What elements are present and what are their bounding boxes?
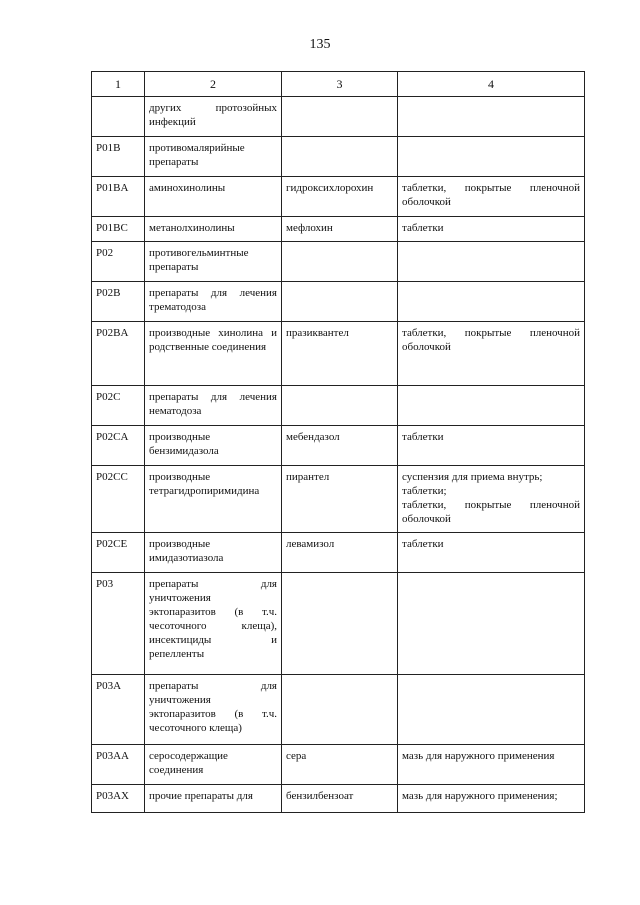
substance-name-cell: пирантел bbox=[282, 466, 398, 533]
substance-name-cell: левамизол bbox=[282, 533, 398, 573]
group-text: противогельминтные препараты bbox=[149, 247, 249, 273]
dosage-form-cell bbox=[398, 675, 585, 745]
dosage-form-cell bbox=[398, 177, 585, 217]
table-row bbox=[92, 533, 585, 573]
table-row bbox=[92, 675, 585, 745]
dosage-form-text: суспензия для приема внутрь; bbox=[402, 471, 543, 483]
substance-name-cell bbox=[282, 386, 398, 426]
atc-code-cell: P03AX bbox=[92, 785, 145, 813]
table-row bbox=[92, 466, 585, 533]
anatomical-therapeutic-group-cell bbox=[145, 745, 282, 785]
table-body bbox=[92, 97, 585, 813]
anatomical-therapeutic-group-cell bbox=[145, 322, 282, 386]
dosage-form-text: таблетки bbox=[402, 431, 444, 443]
table-header-row bbox=[92, 72, 585, 97]
table-row bbox=[92, 177, 585, 217]
substance-name-cell: бензилбензоат bbox=[282, 785, 398, 813]
dosage-form-cell bbox=[398, 745, 585, 785]
drug-table bbox=[91, 71, 585, 813]
anatomical-therapeutic-group-cell bbox=[145, 675, 282, 745]
substance-name-cell: мефлохин bbox=[282, 217, 398, 242]
dosage-form-cell bbox=[398, 466, 585, 533]
atc-code-cell: P03A bbox=[92, 675, 145, 745]
group-text: препараты для уничтожения эктопаразитов (в т.ч. чесоточного клеща), инсектициды и репелленты bbox=[149, 578, 277, 660]
atc-code-cell: P02CE bbox=[92, 533, 145, 573]
anatomical-therapeutic-group-cell bbox=[145, 282, 282, 322]
column-header: 3 bbox=[282, 72, 398, 97]
group-text: производные хинолина и родственные соединения bbox=[149, 327, 277, 353]
dosage-form-cell bbox=[398, 242, 585, 282]
atc-code-cell: P01BA bbox=[92, 177, 145, 217]
atc-code-cell: P01BC bbox=[92, 217, 145, 242]
group-text: серосодержащие соединения bbox=[149, 750, 228, 776]
group-text: противомалярийные препараты bbox=[149, 142, 245, 168]
dosage-form-cell bbox=[398, 573, 585, 675]
substance-name-cell bbox=[282, 137, 398, 177]
anatomical-therapeutic-group-cell bbox=[145, 97, 282, 137]
dosage-form-cell bbox=[398, 322, 585, 386]
atc-code-cell: P02CC bbox=[92, 466, 145, 533]
group-text: производные бензимидазола bbox=[149, 431, 219, 457]
dosage-form-text: таблетки bbox=[402, 538, 444, 550]
anatomical-therapeutic-group-cell bbox=[145, 466, 282, 533]
dosage-form-cell bbox=[398, 137, 585, 177]
substance-name-cell bbox=[282, 282, 398, 322]
dosage-form-text: таблетки bbox=[402, 222, 444, 234]
group-text: метанолхинолины bbox=[149, 222, 235, 234]
dosage-form-text: таблетки, покрытые пленочной оболочкой bbox=[402, 499, 580, 525]
anatomical-therapeutic-group-cell bbox=[145, 177, 282, 217]
anatomical-therapeutic-group-cell bbox=[145, 242, 282, 282]
substance-name-cell bbox=[282, 675, 398, 745]
atc-code-cell: P01B bbox=[92, 137, 145, 177]
group-text: производные тетрагидропиримидина bbox=[149, 471, 260, 497]
column-header: 2 bbox=[145, 72, 282, 97]
anatomical-therapeutic-group-cell bbox=[145, 426, 282, 466]
table-row bbox=[92, 217, 585, 242]
table-row bbox=[92, 137, 585, 177]
dosage-form-cell bbox=[398, 282, 585, 322]
substance-name-cell bbox=[282, 242, 398, 282]
dosage-form-cell bbox=[398, 386, 585, 426]
column-header: 4 bbox=[398, 72, 585, 97]
dosage-form-text: таблетки, покрытые пленочной оболочкой bbox=[402, 327, 580, 353]
table-row bbox=[92, 242, 585, 282]
dosage-form-text: таблетки, покрытые пленочной оболочкой bbox=[402, 182, 580, 208]
anatomical-therapeutic-group-cell bbox=[145, 573, 282, 675]
atc-code-cell: P02BA bbox=[92, 322, 145, 386]
substance-name-cell: сера bbox=[282, 745, 398, 785]
anatomical-therapeutic-group-cell bbox=[145, 785, 282, 813]
substance-name-cell: мебендазол bbox=[282, 426, 398, 466]
group-text: препараты для лечения нематодоза bbox=[149, 391, 277, 417]
dosage-form-text: мазь для наружного применения bbox=[402, 750, 555, 762]
anatomical-therapeutic-group-cell bbox=[145, 386, 282, 426]
atc-code-cell: P03 bbox=[92, 573, 145, 675]
anatomical-therapeutic-group-cell bbox=[145, 137, 282, 177]
atc-code-cell: P03AA bbox=[92, 745, 145, 785]
substance-name-cell bbox=[282, 97, 398, 137]
atc-code-cell: P02B bbox=[92, 282, 145, 322]
group-text: производные имидазотиазола bbox=[149, 538, 224, 564]
anatomical-therapeutic-group-cell bbox=[145, 533, 282, 573]
atc-code-cell: P02C bbox=[92, 386, 145, 426]
dosage-form-cell bbox=[398, 533, 585, 573]
table-row bbox=[92, 573, 585, 675]
table-row bbox=[92, 322, 585, 386]
substance-name-cell bbox=[282, 573, 398, 675]
substance-name-cell: празиквантел bbox=[282, 322, 398, 386]
dosage-form-text: мазь для наружного применения; bbox=[402, 790, 558, 802]
atc-code-cell: P02CA bbox=[92, 426, 145, 466]
dosage-form-cell bbox=[398, 217, 585, 242]
group-text: аминохинолины bbox=[149, 182, 226, 194]
table-row bbox=[92, 386, 585, 426]
column-header: 1 bbox=[92, 72, 145, 97]
table-row bbox=[92, 97, 585, 137]
dosage-form-cell bbox=[398, 97, 585, 137]
page-number: 135 bbox=[309, 37, 331, 52]
group-text: препараты для уничтожения эктопаразитов (в т.ч. чесоточного клеща) bbox=[149, 680, 277, 734]
group-text: прочие препараты для bbox=[149, 790, 253, 802]
dosage-form-cell bbox=[398, 785, 585, 813]
atc-code-cell bbox=[92, 97, 145, 137]
table-row bbox=[92, 745, 585, 785]
table-row bbox=[92, 426, 585, 466]
dosage-form-cell bbox=[398, 426, 585, 466]
atc-code-cell: P02 bbox=[92, 242, 145, 282]
group-text: других протозойных инфекций bbox=[149, 102, 277, 128]
substance-name-cell: гидроксихлорохин bbox=[282, 177, 398, 217]
group-text: препараты для лечения трематодоза bbox=[149, 287, 277, 313]
table-row bbox=[92, 282, 585, 322]
table-row bbox=[92, 785, 585, 813]
anatomical-therapeutic-group-cell bbox=[145, 217, 282, 242]
dosage-form-text: таблетки; bbox=[402, 485, 447, 497]
